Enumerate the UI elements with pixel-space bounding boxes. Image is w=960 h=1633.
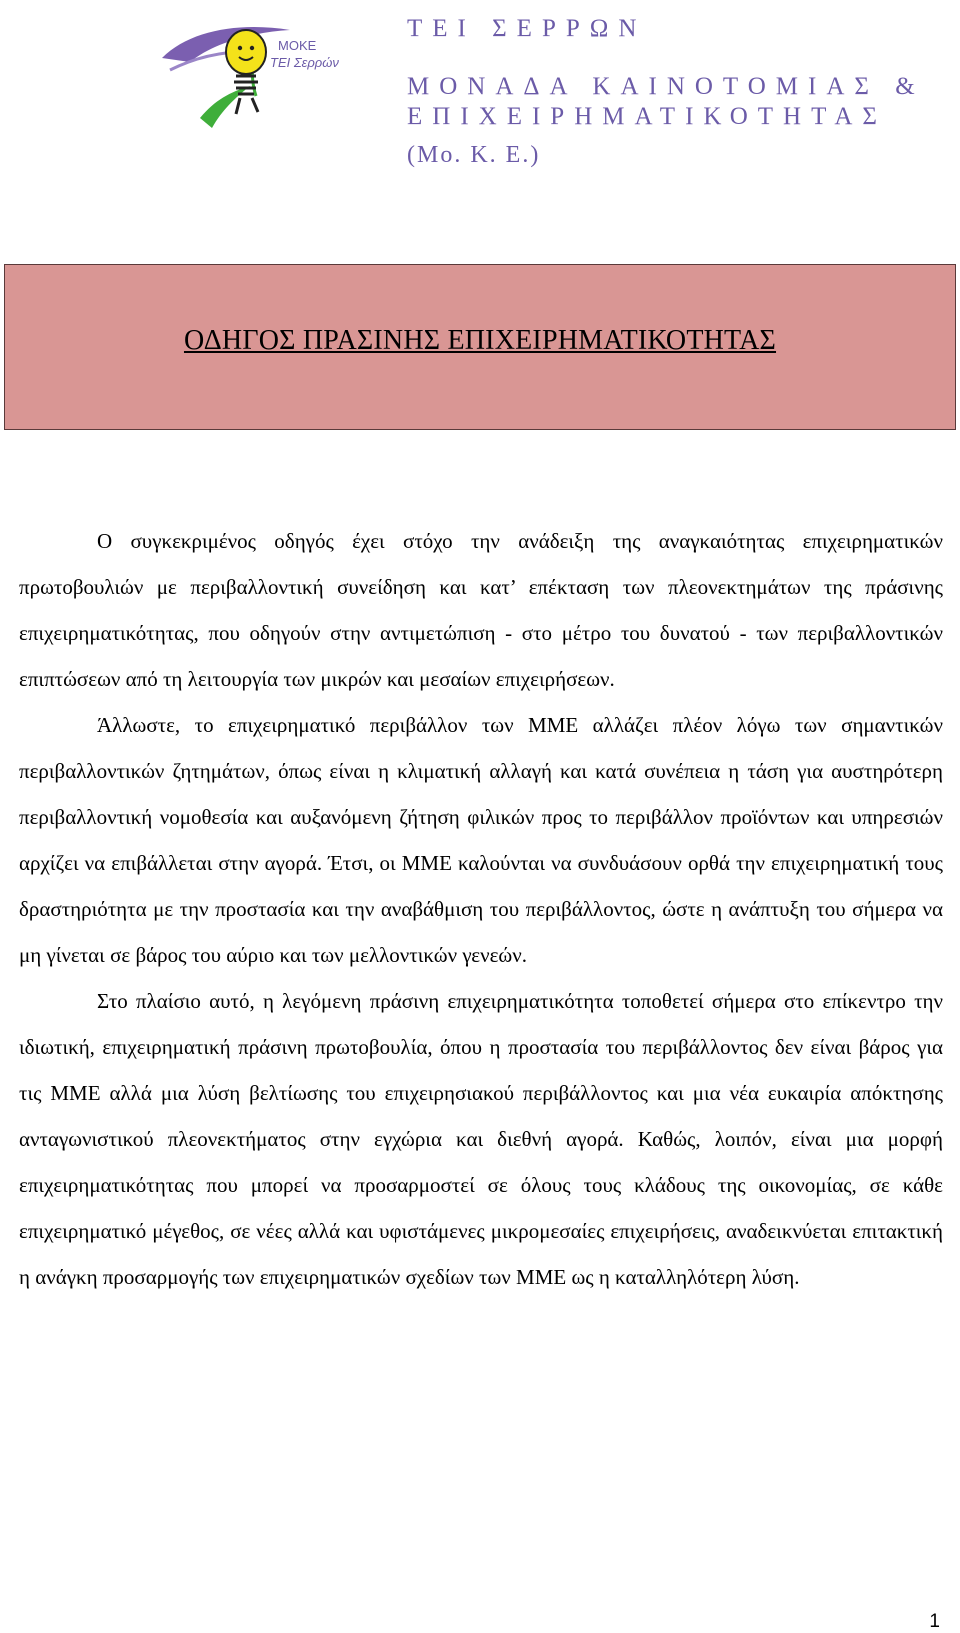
unit-name-line1: ΜΟΝΑΔΑ ΚΑΙΝΟΤΟΜΙΑΣ & [407,73,925,100]
document-title: ΟΔΗΓΟΣ ΠΡΑΣΙΝΗΣ ΕΠΙΧΕΙΡΗΜΑΤΙΚΟΤΗΤΑΣ [183,325,777,356]
moke-logo [160,0,390,140]
title-box [4,264,956,430]
institution-name: ΤΕΙ ΣΕΡΡΩΝ [407,15,647,42]
unit-name-line2: ΕΠΙΧΕΙΡΗΜΑΤΙΚΟΤΗΤΑΣ [407,103,887,130]
institution-header [407,14,925,170]
paragraph-context: Άλλωστε, το επιχειρηματικό περιβάλλον των ΜΜΕ αλλάζει πλέον λόγω των σημαντικών περιβαλλοντικών ζητημάτων, όπως είναι η κλιματική αλλαγή και κατά συνέπεια η τάση για αυστηρότερη περιβαλλοντική νομοθεσία και αυξανόμενη ζήτηση φιλικών προς το περιβάλλον προϊόντων και υπηρεσιών αρχίζει να επιβάλλεται στην αγορά. Έτσι, οι ΜΜΕ καλούνται να συνδυάσουν ορθά την επιχειρηματική τους δραστηριότητα με την προστασία και την αναβάθμιση του περιβάλλοντος, ώστε η ανάπτυξη του σήμερα να μη γίνεται σε βάρος του αύριο και των μελλοντικών γενεών. [19,713,943,967]
bulb-head [226,30,266,74]
bulb-eye-left [238,46,242,50]
bulb-legs [236,98,258,114]
page-number: 1 [929,1611,940,1632]
logo-line2: ΤΕΙ Σερρών [270,55,339,70]
bulb-eye-right [250,46,254,50]
document-body [19,518,943,1300]
paragraph-green-entrepreneurship: Στο πλαίσιο αυτό, η λεγόμενη πράσινη επιχειρηματικότητα τοποθετεί σήμερα στο επίκεντρο την ιδιωτική, επιχειρηματική πράσινη πρωτοβουλία, όπου η προστασία του περιβάλλοντος δεν είναι βάρος για τις ΜΜΕ αλλά μια λύση βελτίωσης του επιχειρησιακού περιβάλλοντος και μια νέα ευκαιρία απόκτησης ανταγωνιστικού πλεονεκτήματος στην εγχώρια και διεθνή αγορά. Καθώς, λοιπόν, είναι μια μορφή επιχειρηματικότητας που μπορεί να προσαρμοστεί σε όλους τους κλάδους της οικονομίας, σε κάθε επιχειρηματικό μέγεθος, σε νέες αλλά και υφιστάμενες μικρομεσαίες επιχειρήσεις, αναδεικνύεται επιτακτική η ανάγκη προσαρμογής των επιχειρηματικών σχεδίων των ΜΜΕ ως η καταλληλότερη λύση. [19,989,943,1289]
green-swoosh [200,86,250,128]
unit-abbreviation: (Μο. Κ. Ε.) [407,142,541,168]
lightbulb-figure-logo-icon [160,0,390,140]
paragraph-intro: Ο συγκεκριμένος οδηγός έχει στόχο την ανάδειξη της αναγκαιότητας επιχειρηματικών πρωτοβουλιών με περιβαλλοντική συνείδηση και κατ’ επέκταση των πλεονεκτημάτων της πράσινης επιχειρηματικότητας, που οδηγούν στην αντιμετώπιση - στο μέτρο του δυνατού - των περιβαλλοντικών επιπτώσεων από τη λειτουργία των μικρών και μεσαίων επιχειρήσεων. [19,529,943,691]
logo-line1: ΜΟΚΕ [278,38,317,53]
